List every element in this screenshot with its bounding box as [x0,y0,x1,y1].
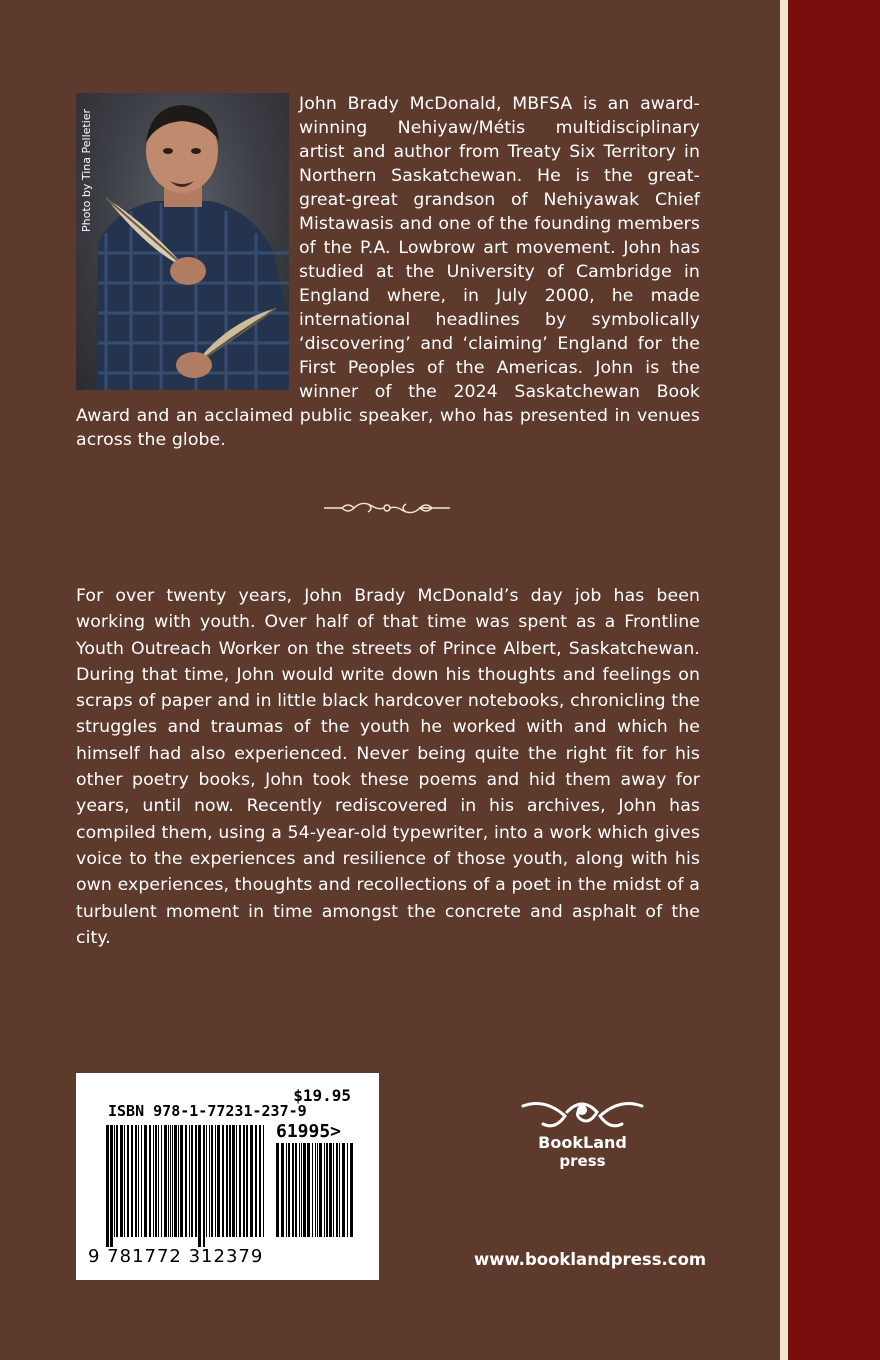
spine-band [788,0,880,1360]
photo-credit: Photo by Tina Pelletier [80,108,93,232]
author-bio-text [76,92,700,452]
publisher-name [520,1134,645,1170]
spine-divider-stripe [780,0,788,1360]
ean-digits: 9 781772 312379 [88,1246,264,1267]
book-blurb-text: For over twenty years, John Brady McDonald’s day job has been working with youth. Over half of that time was spent as a Frontline Youth Outreach Worker on the streets of Prince Albert, Saskatchewan. During that time, John would write down his thoughts and feelings on scraps of paper and in little black hardcover notebooks, chronicling the struggles and traumas of the youth he worked with and which he himself had also experienced. Never being quite the right fit for his other poetry books, John took these poems and hid them away for years, until now. Recently rediscovered in his archives, John has compiled them, using a 54-year-old typewriter, into a work which gives voice to the experiences and resilience of those youth, along with his own experiences, thoughts and recollections of a poet in the midst of a turbulent moment in time amongst the concrete and asphalt of the city. [76,586,700,948]
ean-barcode [106,1125,266,1247]
publisher-name-sub: press [559,1152,606,1170]
author-bio-paragraph: John Brady McDonald, MBFSA is an award-winning Nehiyaw/Métis multidisciplinary artist and author from Treaty Six Territory in Northern Saskatchewan. He is the great-great-great grandson of Nehiyawak Chief Mistawasis and one of the founding members of the P.A. Lowbrow art movement. John has studied at the University of Cambridge in England where, in July 2000, he made international headlines by symbolically ‘discovering’ and ‘claiming’ England for the First Peoples of the Americas. John is the winner of the 2024 Saskatchewan Book Award and an acclaimed public speaker, who has presented in venues across the globe. [76,94,700,450]
decorative-ornament-icon [322,498,452,518]
publisher-website[interactable]: www.booklandpress.com [474,1250,707,1269]
isbn-barcode-box [76,1073,379,1280]
price-code-label: 61995> [276,1121,342,1142]
price-label: $19.95 [293,1086,351,1105]
price-addon-barcode [276,1143,356,1247]
isbn-label: ISBN 978-1-77231-237-9 [108,1102,307,1120]
publisher-name-main: BookLand [538,1133,627,1152]
